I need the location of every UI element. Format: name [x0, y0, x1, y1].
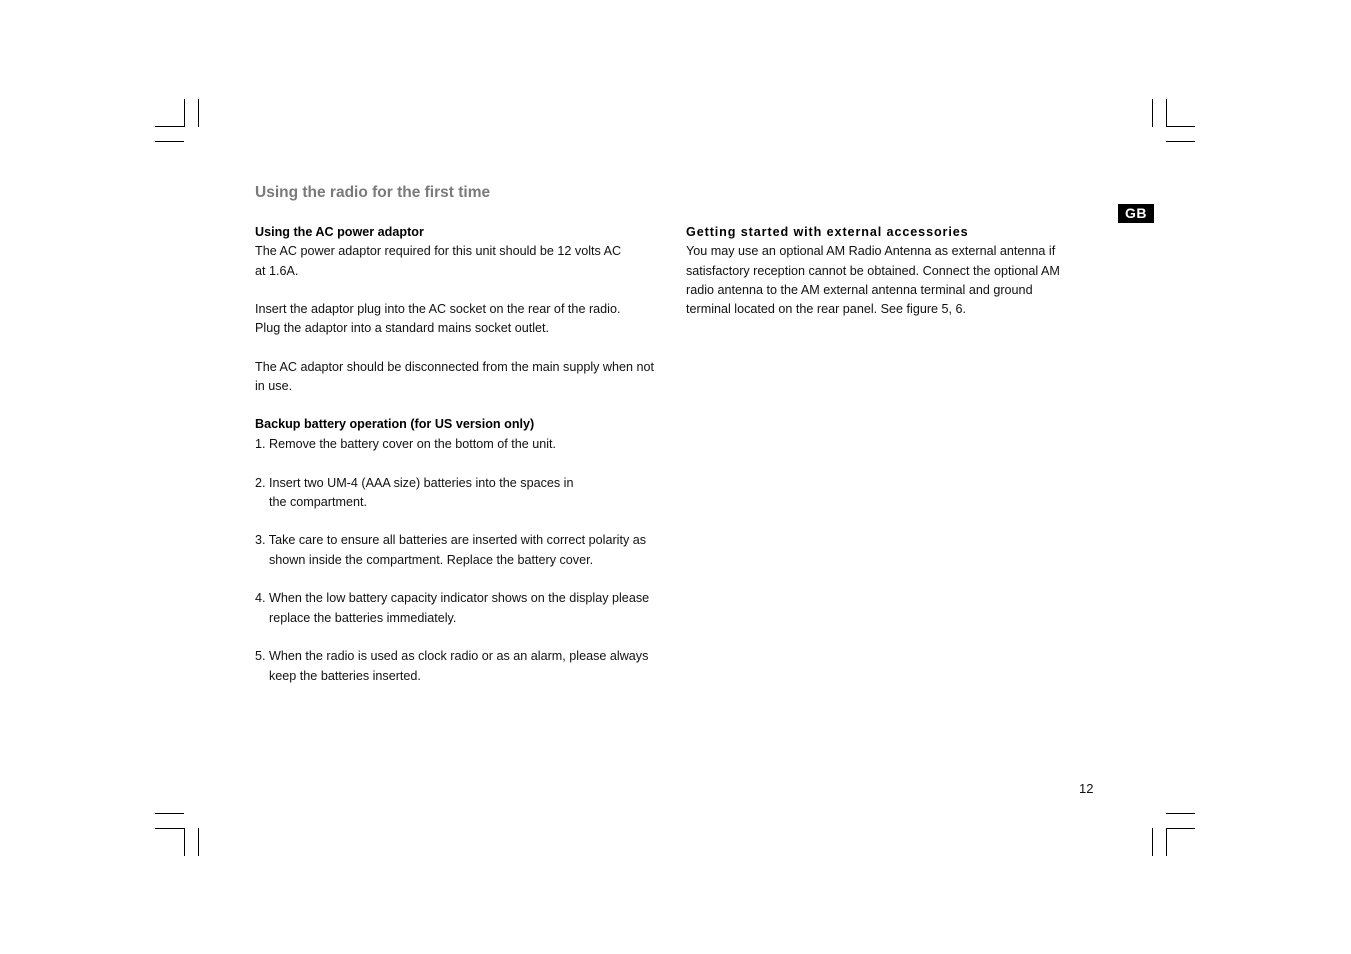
accessories-heading: Getting started with external accessories	[686, 225, 969, 239]
list-item-text: 1. Remove the battery cover on the bottom of the unit.	[255, 436, 557, 451]
ac-adaptor-paragraph-1	[255, 242, 665, 281]
list-item-text: 3. Take care to ensure all batteries are inserted with correct polarity as	[255, 533, 647, 548]
ac-adaptor-heading: Using the AC power adaptor	[255, 225, 424, 239]
crop-mark	[155, 141, 184, 142]
list-item	[255, 647, 665, 686]
list-item	[255, 531, 665, 570]
list-item-text: 2. Insert two UM-4 (AAA size) batteries into the spaces in	[255, 475, 574, 490]
crop-mark	[155, 828, 184, 829]
text-line: The AC adaptor should be disconnected from the main supply when not	[255, 360, 655, 375]
list-item-continuation: the compartment.	[269, 494, 367, 509]
crop-mark	[1166, 126, 1195, 127]
list-item-text: 5. When the radio is used as clock radio or as an alarm, please always	[255, 649, 649, 664]
right-column	[686, 223, 1096, 319]
text-line: Insert the adaptor plug into the AC socket on the rear of the radio.	[255, 302, 621, 317]
crop-mark	[1166, 828, 1167, 856]
accessories-paragraph	[686, 242, 1096, 319]
list-item-text: 4. When the low battery capacity indicator shows on the display please	[255, 591, 650, 606]
left-column	[255, 223, 665, 686]
ac-adaptor-paragraph-2	[255, 300, 665, 339]
section-title: Using the radio for the first time	[255, 184, 491, 201]
text-line: in use.	[255, 379, 293, 394]
list-item-continuation: shown inside the compartment. Replace the battery cover.	[269, 552, 594, 567]
crop-mark	[1152, 828, 1153, 856]
list-item	[255, 474, 665, 513]
crop-mark	[1166, 813, 1195, 814]
list-item	[255, 589, 665, 628]
crop-mark	[1166, 828, 1195, 829]
crop-mark	[155, 126, 184, 127]
text-line: radio antenna to the AM external antenna terminal and ground	[686, 282, 1033, 297]
crop-mark	[1166, 99, 1167, 127]
text-line: The AC power adaptor required for this unit should be 12 volts AC	[255, 244, 622, 259]
crop-mark	[198, 828, 199, 856]
ac-adaptor-paragraph-3	[255, 358, 665, 397]
text-line: terminal located on the rear panel. See figure 5, 6.	[686, 302, 967, 317]
text-line: Plug the adaptor into a standard mains socket outlet.	[255, 321, 550, 336]
language-badge: GB	[1118, 204, 1154, 223]
crop-mark	[184, 99, 185, 127]
crop-mark	[155, 813, 184, 814]
crop-mark	[1166, 141, 1195, 142]
list-item	[255, 435, 665, 454]
crop-mark	[184, 828, 185, 856]
crop-mark	[1152, 99, 1153, 127]
crop-mark	[198, 99, 199, 127]
list-item-continuation: keep the batteries inserted.	[269, 668, 421, 683]
text-line: You may use an optional AM Radio Antenna as external antenna if	[686, 244, 1056, 259]
battery-heading: Backup battery operation (for US version only)	[255, 416, 535, 431]
list-item-continuation: replace the batteries immediately.	[269, 610, 457, 625]
page-number: 12	[1079, 781, 1094, 796]
text-line: satisfactory reception cannot be obtained. Connect the optional AM	[686, 263, 1060, 278]
text-line: at 1.6A.	[255, 263, 299, 278]
